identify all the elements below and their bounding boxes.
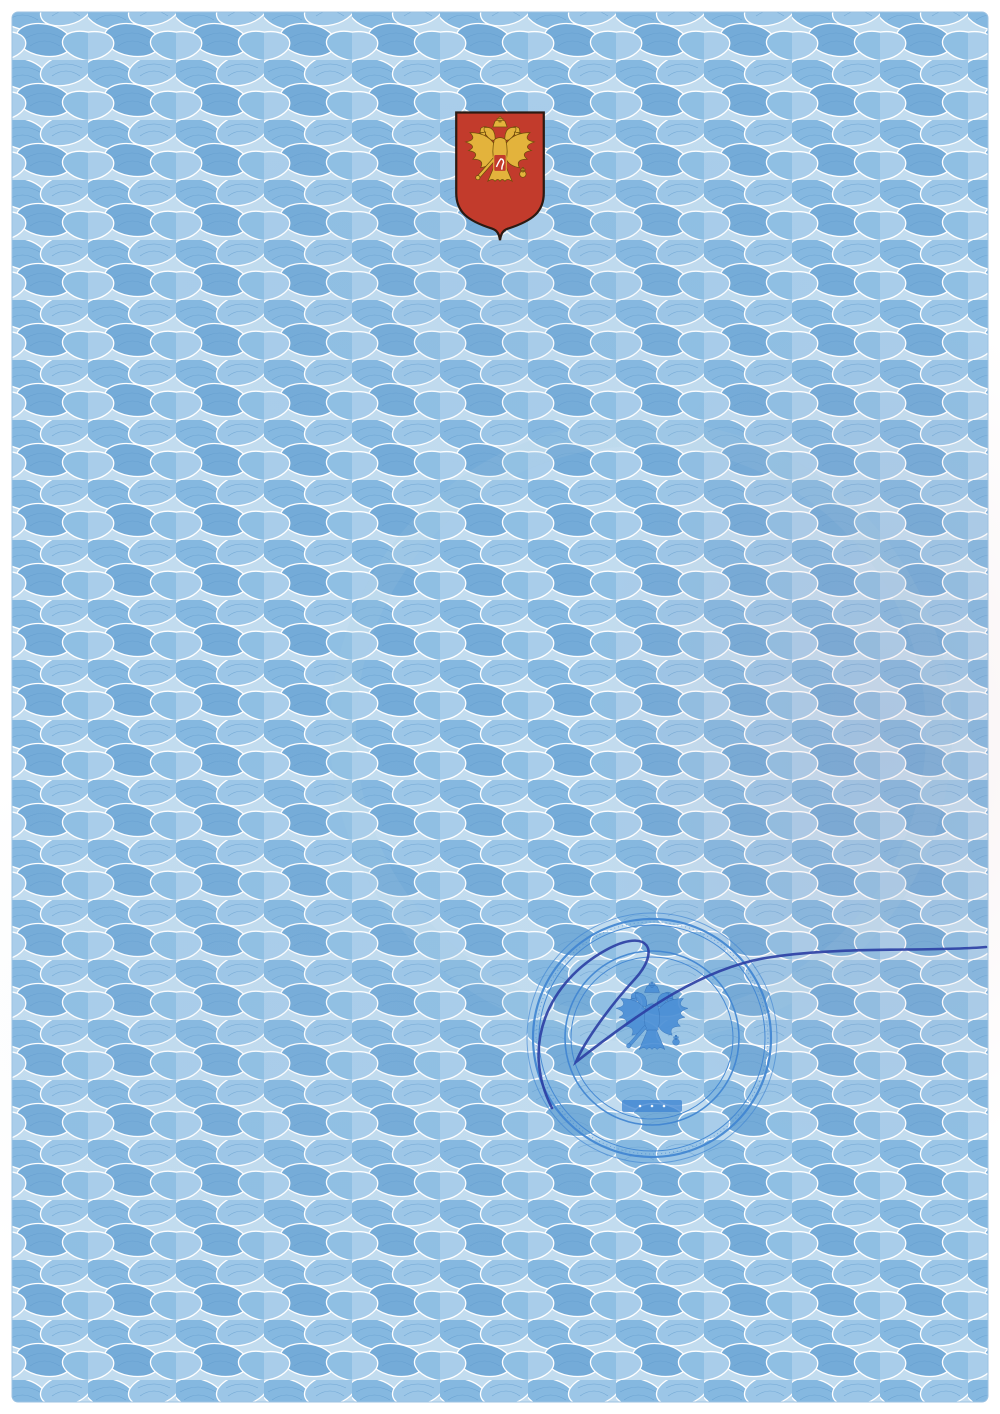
certificate-number-line: [0, 451, 1000, 478]
validity-row: [140, 502, 866, 526]
registration-row: [140, 664, 866, 690]
date-line: [853, 1073, 866, 1099]
russia-coat-of-arms-icon: [450, 108, 550, 242]
emblem-breast-shield: [494, 154, 507, 171]
serial-number-group: [848, 1206, 874, 1240]
interval-row: [140, 759, 866, 785]
